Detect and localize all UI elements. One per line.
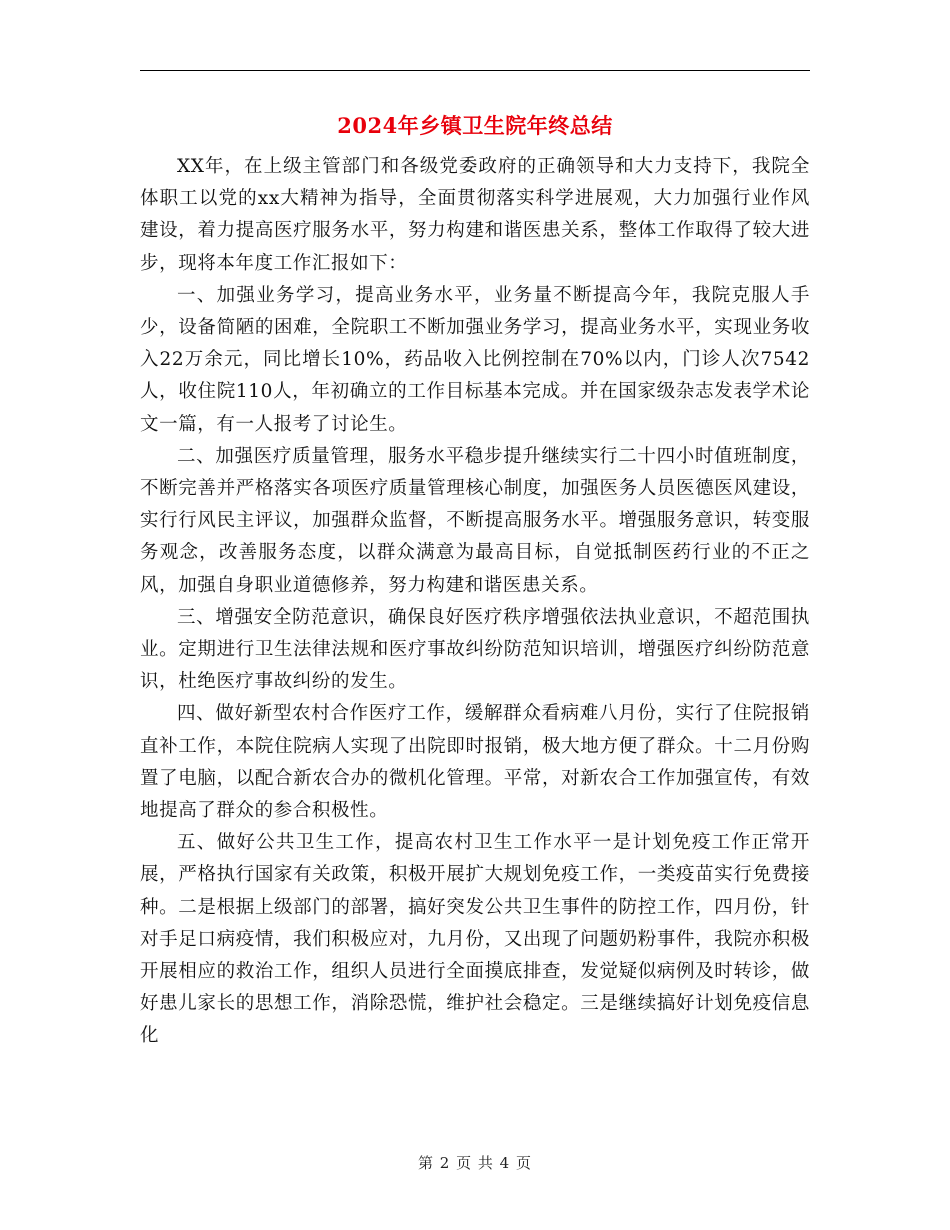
paragraph-section-5: 五、做好公共卫生工作，提高农村卫生工作水平一是计划免疫工作正常开展，严格执行国家有关政策，积极开展扩大规划免疫工作，一类疫苗实行免费接种。二是根据上级部门的部署，搞好突发公共卫生事件的防控工作，四月份，针对手足口病疫情，我们积极应对，九月份，又出现了问题奶粉事件，我院亦积极开展相应的救治工作，组织人员进行全面摸底排查，发觉疑似病例及时转诊，做好患儿家长的思想工作，消除恐慌，维护社会稳定。三是继续搞好计划免疫信息化 (140, 832, 810, 1047)
page-number-footer: 第 2 页 共 4 页 (418, 1154, 532, 1172)
document-title: 2024年乡镇卫生院年终总结 (337, 113, 613, 138)
header-rule (140, 70, 810, 71)
paragraph-section-2: 二、加强医疗质量管理，服务水平稳步提升继续实行二十四小时值班制度，不断完善并严格落实各项医疗质量管理核心制度，加强医务人员医德医风建设，实行行风民主评议，加强群众监督，不断提高服务水平。增强服务意识，转变服务观念，改善服务态度，以群众满意为最高目标，自觉抵制医药行业的不正之风，加强自身职业道德修养，努力构建和谐医患关系。 (140, 445, 810, 596)
document-body (140, 151, 810, 1053)
paragraph-section-4: 四、做好新型农村合作医疗工作，缓解群众看病难八月份，实行了住院报销直补工作，本院住院病人实现了出院即时报销，极大地方便了群众。十二月份购置了电脑，以配合新农合办的微机化管理。平常，对新农合工作加强宣传，有效地提高了群众的参合积极性。 (140, 703, 810, 822)
paragraph-section-3: 三、增强安全防范意识，确保良好医疗秩序增强依法执业意识，不超范围执业。定期进行卫生法律法规和医疗事故纠纷防范知识培训，增强医疗纠纷防范意识，杜绝医疗事故纠纷的发生。 (140, 606, 810, 693)
paragraph-section-1: 一、加强业务学习，提高业务水平，业务量不断提高今年，我院克服人手少，设备简陋的困难，全院职工不断加强业务学习，提高业务水平，实现业务收入22万余元，同比增长10%，药品收入比例控制在70%以内，门诊人次7542人，收住院110人，年初确立的工作目标基本完成。并在国家级杂志发表学术论文一篇，有一人报考了讨论生。 (140, 284, 810, 435)
paragraph-intro: XX年，在上级主管部门和各级党委政府的正确领导和大力支持下，我院全体职工以党的xx大精神为指导，全面贯彻落实科学进展观，大力加强行业作风建设，着力提高医疗服务水平，努力构建和谐医患关系，整体工作取得了较大进步，现将本年度工作汇报如下： (140, 156, 810, 274)
